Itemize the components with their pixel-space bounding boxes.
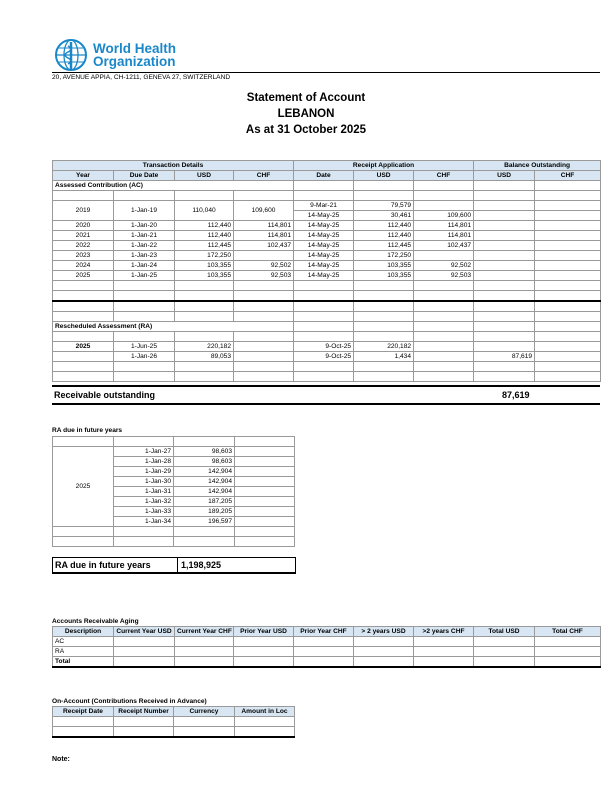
blank-row <box>53 281 601 291</box>
cell: 2022 <box>53 241 114 251</box>
cell <box>234 352 294 362</box>
country-title: LEBANON <box>277 108 335 120</box>
blank-row <box>53 717 295 727</box>
cell: 142,904 <box>174 477 235 487</box>
future-section-label: RA due in future years <box>52 427 123 434</box>
cell: 220,182 <box>175 342 234 352</box>
cell: 1-Jun-25 <box>114 342 175 352</box>
cell: 2025 <box>53 342 114 352</box>
cell: 114,801 <box>414 221 474 231</box>
cell: 14-May-25 <box>294 251 354 261</box>
onaccount-label: On-Account (Contributions Received in Advance) <box>52 698 207 705</box>
table-row <box>53 637 601 647</box>
cell: 2025 <box>53 271 114 281</box>
cell: 2021 <box>53 231 114 241</box>
cell: 1-Jan-23 <box>114 251 175 261</box>
cell: 112,440 <box>175 221 234 231</box>
cell: 9-Oct-25 <box>294 342 354 352</box>
cell: 220,182 <box>354 342 414 352</box>
cell: 103,355 <box>354 271 414 281</box>
col-receipt-chf: CHF <box>414 171 474 181</box>
blank-row <box>53 312 601 322</box>
future-table <box>52 436 295 547</box>
cell: 103,355 <box>175 261 234 271</box>
col-due-date: Due Date <box>114 171 175 181</box>
blank-row <box>53 332 601 342</box>
blank-row <box>53 362 601 372</box>
cell: 1-Jan-29 <box>114 467 174 477</box>
cell: 14-May-25 <box>294 211 354 221</box>
cell <box>414 251 474 261</box>
col-receipt-usd: USD <box>354 171 414 181</box>
cell: Amount in Loc <box>235 707 295 717</box>
cell: Current Year USD <box>114 627 175 637</box>
cell: 2020 <box>53 221 114 231</box>
cell: 92,502 <box>234 261 294 271</box>
ac-section-row <box>53 181 601 191</box>
cell: Currency <box>174 707 235 717</box>
cell: 14-May-25 <box>294 241 354 251</box>
cell: 98,603 <box>174 457 235 467</box>
table-row <box>53 221 601 231</box>
table-row <box>53 251 601 261</box>
address: 20, AVENUE APPIA, CH-1211, GENEVA 27, SWITZERLAND <box>52 72 600 81</box>
cell: Total USD <box>474 627 535 637</box>
future-total-box <box>52 557 296 574</box>
receivable-outstanding-value: 87,619 <box>502 390 530 400</box>
cell: 1-Jan-31 <box>114 487 174 497</box>
cell: 1-Jan-19 <box>114 201 175 221</box>
cell: AC <box>53 637 114 647</box>
balance-outstanding-header: Balance Outstanding <box>474 161 601 171</box>
cell: 172,250 <box>175 251 234 261</box>
cell: 112,445 <box>175 241 234 251</box>
onaccount-header-row <box>53 707 295 717</box>
table-row <box>53 231 601 241</box>
group-header-row <box>53 161 601 171</box>
cell: 187,205 <box>174 497 235 507</box>
cell <box>535 342 601 352</box>
cell <box>414 342 474 352</box>
cell: 172,250 <box>354 251 414 261</box>
cell: 98,603 <box>174 447 235 457</box>
cell: 142,904 <box>174 467 235 477</box>
who-logo <box>52 38 202 74</box>
blank-row <box>53 301 601 312</box>
cell: >2 years CHF <box>414 627 474 637</box>
cell: Receipt Date <box>53 707 114 717</box>
cell: 109,600 <box>414 211 474 221</box>
receivable-outstanding-label: Receivable outstanding <box>54 390 156 400</box>
blank-row <box>53 372 601 382</box>
cell: 14-May-25 <box>294 231 354 241</box>
cell: 103,355 <box>175 271 234 281</box>
cell: 92,502 <box>414 261 474 271</box>
blank-row <box>53 291 601 302</box>
cell: 14-May-25 <box>294 271 354 281</box>
cell: 1-Jan-22 <box>114 241 175 251</box>
col-date: Date <box>294 171 354 181</box>
cell: 14-May-25 <box>294 221 354 231</box>
org-name-line2: Organization <box>93 54 176 69</box>
cell: 2024 <box>53 261 114 271</box>
cell: Prior Year USD <box>234 627 294 637</box>
cell: 9-Mar-21 <box>294 201 354 211</box>
future-total-label: RA due in future years <box>55 560 151 570</box>
column-header-row <box>53 171 601 181</box>
receivable-outstanding-bar <box>52 385 600 405</box>
cell <box>535 352 601 362</box>
cell: 1-Jan-26 <box>114 352 175 362</box>
org-name-line1: World Health <box>93 41 177 56</box>
cell: 30,461 <box>354 211 414 221</box>
cell: Total <box>53 657 114 668</box>
cell: 110,040 <box>175 201 234 221</box>
cell: 2025 <box>53 447 114 527</box>
receipt-application-header: Receipt Application <box>294 161 474 171</box>
cell: 1-Jan-24 <box>114 261 175 271</box>
cell: 9-Oct-25 <box>294 352 354 362</box>
future-rows <box>53 447 295 527</box>
table-row <box>53 201 601 211</box>
cell: Receipt Number <box>114 707 174 717</box>
table-row <box>53 241 601 251</box>
cell: 112,440 <box>354 231 414 241</box>
table-row <box>53 342 601 352</box>
cell: 1-Jan-33 <box>114 507 174 517</box>
cell: 14-May-25 <box>294 261 354 271</box>
cell: Current Year CHF <box>175 627 234 637</box>
ra-section-label: Rescheduled Assessment (RA) <box>53 322 294 332</box>
aging-table <box>52 626 601 668</box>
cell: 109,600 <box>234 201 294 221</box>
future-total-value: 1,198,925 <box>177 558 221 572</box>
ac-section-label: Assessed Contribution (AC) <box>53 181 294 191</box>
cell: 92,503 <box>414 271 474 281</box>
ra-section-row <box>53 322 601 332</box>
cell: Description <box>53 627 114 637</box>
note-label: Note: <box>52 756 70 763</box>
cell: 1-Jan-25 <box>114 271 175 281</box>
cell: 142,904 <box>174 487 235 497</box>
cell <box>234 251 294 261</box>
transaction-details-header: Transaction Details <box>53 161 294 171</box>
table-row <box>53 352 601 362</box>
cell: 189,205 <box>174 507 235 517</box>
blank-row <box>53 727 295 738</box>
col-year: Year <box>53 171 114 181</box>
col-balance-usd: USD <box>474 171 535 181</box>
blank-row <box>53 437 295 447</box>
cell: 102,437 <box>414 241 474 251</box>
onaccount-table <box>52 706 295 738</box>
blank-row <box>53 527 295 537</box>
cell: 87,619 <box>474 352 535 362</box>
cell <box>234 342 294 352</box>
cell: 102,437 <box>234 241 294 251</box>
cell: 1-Jan-20 <box>114 221 175 231</box>
statement-title: Statement of Account <box>246 92 366 104</box>
cell: 114,801 <box>234 231 294 241</box>
cell: 79,579 <box>354 201 414 211</box>
blank-row <box>53 537 295 547</box>
aging-header-row <box>53 627 601 637</box>
cell: 112,440 <box>354 221 414 231</box>
table-row <box>53 647 601 657</box>
col-balance-chf: CHF <box>535 171 601 181</box>
cell: 1-Jan-21 <box>114 231 175 241</box>
table-row <box>53 657 601 668</box>
cell: 112,440 <box>175 231 234 241</box>
cell <box>53 352 114 362</box>
cell: 1,434 <box>354 352 414 362</box>
table-row <box>53 261 601 271</box>
cell: 2019 <box>53 201 114 221</box>
cell <box>474 342 535 352</box>
ra-rows <box>53 342 601 362</box>
cell: > 2 years USD <box>354 627 414 637</box>
col-usd: USD <box>175 171 234 181</box>
blank-row <box>53 191 601 201</box>
date-title: As at 31 October 2025 <box>245 124 367 136</box>
cell: 114,801 <box>234 221 294 231</box>
cell: 92,503 <box>234 271 294 281</box>
col-chf: CHF <box>234 171 294 181</box>
ac-rows <box>53 221 601 281</box>
cell: 1-Jan-34 <box>114 517 174 527</box>
cell: 103,355 <box>354 261 414 271</box>
table-row <box>53 271 601 281</box>
cell: RA <box>53 647 114 657</box>
cell: 1-Jan-28 <box>114 457 174 467</box>
cell: 2023 <box>53 251 114 261</box>
cell <box>414 352 474 362</box>
cell: 112,445 <box>354 241 414 251</box>
table-row <box>53 447 295 457</box>
cell: 1-Jan-32 <box>114 497 174 507</box>
cell: 89,053 <box>175 352 234 362</box>
cell: 114,801 <box>414 231 474 241</box>
who-emblem-icon <box>52 38 90 72</box>
cell: Total CHF <box>535 627 601 637</box>
cell: 1-Jan-27 <box>114 447 174 457</box>
cell: Prior Year CHF <box>294 627 354 637</box>
cell: 196,597 <box>174 517 235 527</box>
aging-rows <box>53 637 601 668</box>
cell: 1-Jan-30 <box>114 477 174 487</box>
statement-table <box>52 160 601 382</box>
aging-label: Accounts Receivable Aging <box>52 618 139 625</box>
